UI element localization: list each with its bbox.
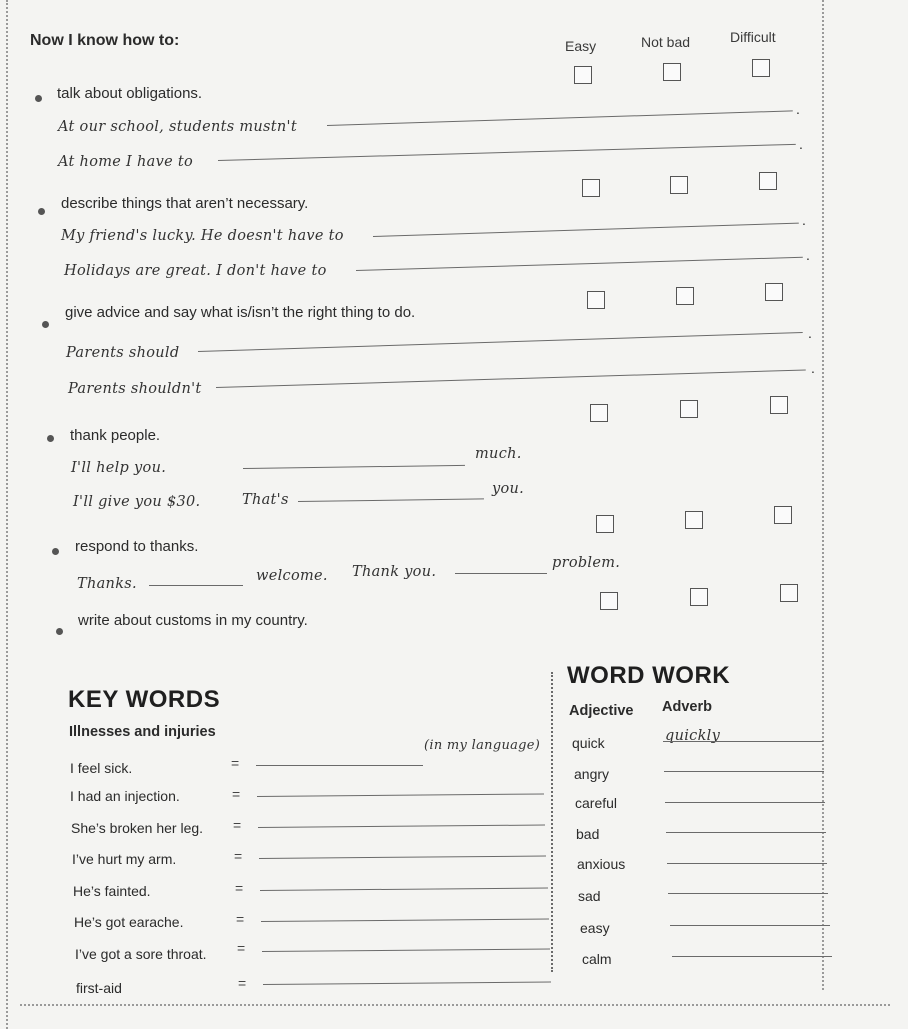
checkbox-difficult[interactable]: [765, 283, 783, 301]
example-sentence: I'll help you.: [71, 460, 167, 476]
adjective: anxious: [577, 856, 626, 872]
equals-sign: =: [235, 880, 244, 896]
checkbox-difficult[interactable]: [759, 172, 777, 190]
example-sentence: Parents should: [66, 345, 180, 361]
page-edge-bottom: [20, 1004, 890, 1006]
equals-sign: =: [231, 755, 240, 771]
section-divider: [551, 672, 553, 972]
translation-line[interactable]: [257, 793, 544, 797]
example-ending: much.: [475, 446, 522, 462]
language-note: (in my language): [424, 738, 541, 753]
self-assessment-title: Now I know how to:: [30, 32, 180, 49]
word-work-title: WORD WORK: [567, 662, 731, 689]
key-words-title: KEY WORDS: [68, 686, 221, 713]
answer-line[interactable]: [218, 144, 796, 161]
end-punct: .: [796, 101, 800, 117]
example-phrase: Thank you.: [352, 564, 437, 580]
key-word: first-aid: [76, 980, 122, 996]
skill-item: thank people.: [70, 427, 161, 444]
page-edge-right: [822, 0, 824, 990]
bullet: [38, 208, 45, 215]
bullet: [42, 321, 49, 328]
end-punct: .: [802, 212, 806, 228]
key-word: He’s got earache.: [74, 914, 184, 930]
answer-line[interactable]: [455, 573, 547, 574]
checkbox-easy[interactable]: [582, 179, 600, 197]
example-phrase: That's: [242, 492, 289, 508]
answer-line[interactable]: [373, 223, 799, 237]
checkbox-difficult[interactable]: [780, 584, 798, 602]
key-word: I’ve got a sore throat.: [75, 946, 207, 962]
example-sentence: I'll give you $30.: [73, 494, 201, 510]
column-difficult: Difficult: [730, 29, 776, 45]
adjective: quick: [572, 735, 605, 751]
adverb-line[interactable]: [667, 863, 827, 864]
checkbox-easy[interactable]: [590, 404, 608, 422]
adverb-line[interactable]: [663, 741, 823, 742]
bullet: [47, 435, 54, 442]
checkbox-not-bad[interactable]: [680, 400, 698, 418]
column-adverb: Adverb: [662, 699, 712, 715]
bullet: [52, 548, 59, 555]
column-not-bad: Not bad: [641, 34, 691, 50]
example-ending: problem.: [552, 555, 621, 571]
adjective: calm: [582, 951, 612, 967]
answer-line[interactable]: [243, 465, 465, 469]
translation-line[interactable]: [260, 887, 548, 891]
key-words-subtitle: Illnesses and injuries: [69, 724, 216, 740]
adverb-line[interactable]: [668, 893, 828, 894]
equals-sign: =: [238, 975, 247, 991]
bullet: [35, 95, 42, 102]
translation-line[interactable]: [256, 765, 423, 766]
adverb: quickly: [665, 728, 721, 744]
bullet: [56, 628, 63, 635]
translation-line[interactable]: [258, 824, 545, 828]
checkbox-not-bad[interactable]: [690, 588, 708, 606]
example-phrase: welcome.: [256, 568, 328, 584]
checkbox-not-bad[interactable]: [676, 287, 694, 305]
skill-item: talk about obligations.: [57, 85, 203, 102]
translation-line[interactable]: [262, 948, 550, 952]
column-easy: Easy: [565, 38, 597, 54]
answer-line[interactable]: [298, 498, 484, 502]
checkbox-easy[interactable]: [600, 592, 618, 610]
checkbox-difficult[interactable]: [774, 506, 792, 524]
checkbox-not-bad[interactable]: [685, 511, 703, 529]
translation-line[interactable]: [259, 855, 546, 859]
example-sentence: At our school, students mustn't: [58, 119, 297, 135]
answer-line[interactable]: [216, 369, 806, 388]
key-word: I had an injection.: [70, 788, 180, 804]
skill-item: describe things that aren’t necessary.: [61, 195, 309, 212]
checkbox-easy[interactable]: [574, 66, 592, 84]
skill-item: give advice and say what is/isn’t the right thing to do.: [65, 304, 416, 321]
end-punct: .: [799, 136, 803, 152]
example-sentence: Holidays are great. I don't have to: [64, 263, 327, 279]
end-punct: .: [811, 360, 815, 376]
adverb-line[interactable]: [672, 956, 832, 957]
adjective: careful: [575, 795, 618, 811]
example-ending: you.: [492, 481, 525, 497]
equals-sign: =: [237, 940, 246, 956]
checkbox-not-bad[interactable]: [663, 63, 681, 81]
checkbox-not-bad[interactable]: [670, 176, 688, 194]
adverb-line[interactable]: [665, 802, 825, 803]
checkbox-difficult[interactable]: [770, 396, 788, 414]
adverb-line[interactable]: [664, 771, 824, 772]
adjective: easy: [580, 920, 610, 936]
key-word: She’s broken her leg.: [71, 820, 204, 836]
key-word: I feel sick.: [70, 760, 133, 776]
key-word: I’ve hurt my arm.: [72, 851, 177, 867]
example-sentence: My friend's lucky. He doesn't have to: [61, 228, 344, 244]
adverb-line[interactable]: [666, 832, 826, 833]
end-punct: .: [808, 325, 812, 341]
checkbox-easy[interactable]: [596, 515, 614, 533]
skill-item: write about customs in my country.: [78, 612, 308, 629]
translation-line[interactable]: [263, 981, 551, 985]
example-sentence: Parents shouldn't: [68, 381, 202, 397]
key-word: He’s fainted.: [73, 883, 151, 899]
adjective: angry: [574, 766, 610, 782]
translation-line[interactable]: [261, 918, 549, 922]
example-sentence: Thanks.: [77, 576, 137, 592]
end-punct: .: [806, 247, 810, 263]
adjective: sad: [578, 888, 601, 904]
answer-line[interactable]: [149, 585, 243, 586]
example-sentence: At home I have to: [58, 154, 194, 170]
equals-sign: =: [232, 786, 241, 802]
page-edge-left: [6, 0, 8, 1029]
equals-sign: =: [234, 848, 243, 864]
checkbox-difficult[interactable]: [752, 59, 770, 77]
column-adjective: Adjective: [569, 703, 634, 719]
answer-line[interactable]: [327, 110, 793, 126]
equals-sign: =: [233, 817, 242, 833]
skill-item: respond to thanks.: [75, 538, 199, 555]
answer-line[interactable]: [198, 332, 803, 352]
adverb-line[interactable]: [670, 925, 830, 926]
equals-sign: =: [236, 911, 245, 927]
answer-line[interactable]: [356, 257, 803, 271]
checkbox-easy[interactable]: [587, 291, 605, 309]
adjective: bad: [576, 826, 600, 842]
